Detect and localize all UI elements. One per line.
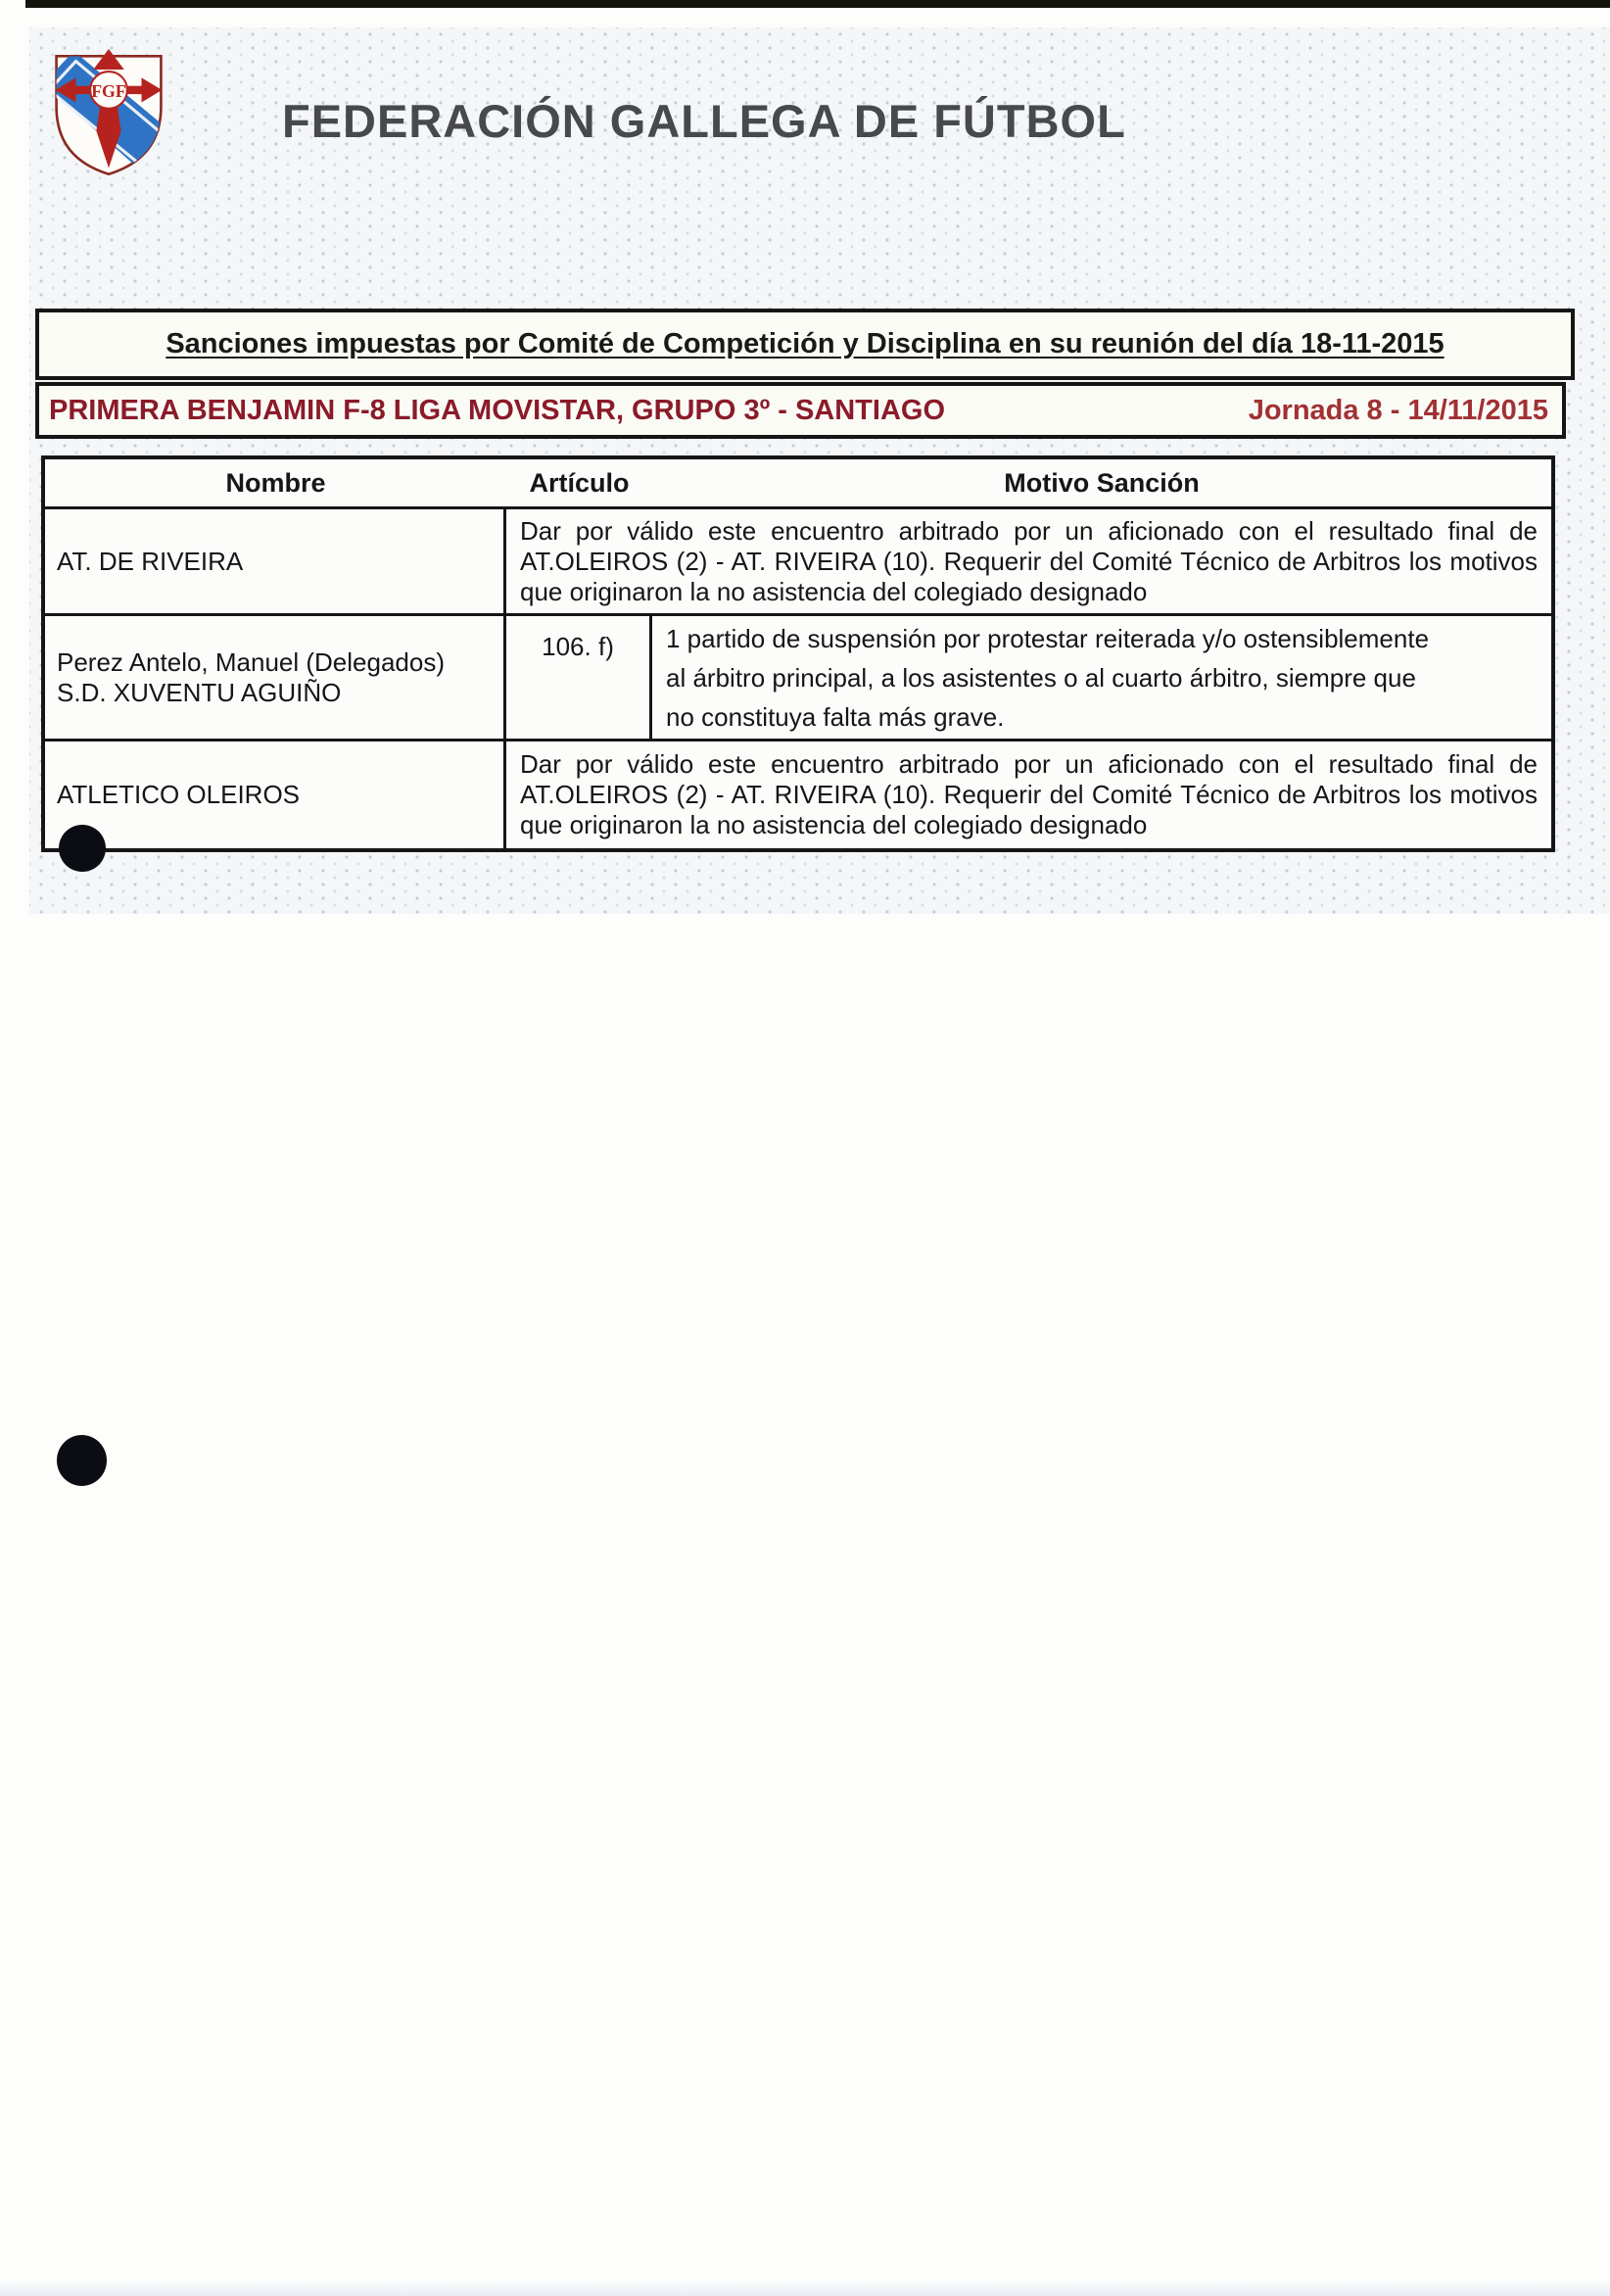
sanctions-table [41, 455, 1555, 852]
sanctioned-name-line2: S.D. XUVENTU AGUIÑO [57, 677, 342, 707]
sanctions-title-box [35, 309, 1575, 380]
table-header-row [45, 459, 1551, 506]
sanction-article-text: 106. f) [542, 632, 614, 661]
table-row [45, 506, 1551, 613]
sanction-article-cell [506, 616, 652, 739]
scan-edge-bar [25, 0, 1610, 8]
logo-initials: FGF [91, 81, 126, 102]
table-row [45, 739, 1551, 848]
sanctioned-name [45, 616, 506, 739]
sanctioned-name-line1: Perez Antelo, Manuel (Delegados) [57, 646, 446, 677]
sanctions-title-text: Sanciones impuestas por Comité de Competición y Disciplina en su reunión del día 18-11-2015 [166, 328, 1444, 359]
hole-punch-mark [59, 825, 106, 872]
table-row [45, 613, 1551, 739]
sanction-reason-cell [506, 509, 1551, 613]
federation-crest-logo [47, 49, 170, 178]
competition-header-bar [35, 382, 1566, 439]
sanction-reason-cell [652, 616, 1551, 739]
sanctioned-name [45, 509, 506, 613]
matchday-date: Jornada 8 - 14/11/2015 [1248, 394, 1548, 426]
sanctioned-name-text: AT. DE RIVEIRA [57, 546, 244, 576]
hole-punch-mark [57, 1435, 107, 1486]
sanctioned-name [45, 741, 506, 848]
header-articulo: Artículo [529, 467, 630, 498]
sanctioned-name-text: ATLETICO OLEIROS [57, 780, 301, 809]
sanction-reason-text: Dar por válido este encuentro arbitrado por un aficionado con el resultado final de AT.OLEIROS (2) - AT. RIVEIRA (10). Requerir del Comité Técnico de Arbitros los motivos que originaron la no asistencia del colegiado designado [520, 749, 1538, 839]
organization-name: FEDERACIÓN GALLEGA DE FÚTBOL [282, 95, 1126, 147]
sanction-reason-text: Dar por válido este encuentro arbitrado por un aficionado con el resultado final de AT.OLEIROS (2) - AT. RIVEIRA (10). Requerir del Comité Técnico de Arbitros los motivos que originaron la no asistencia del colegiado designado [520, 515, 1538, 606]
header-nombre: Nombre [225, 467, 326, 498]
sanction-reason-text: 1 partido de suspensión por protestar reiterada y/o ostensiblemente al árbitro principal, a los asistentes o al cuarto árbitro, siempre que no constituya falta más grave. [666, 623, 1430, 732]
competition-name: PRIMERA BENJAMIN F-8 LIGA MOVISTAR, GRUPO 3º - SANTIAGO [49, 394, 946, 426]
sanction-reason-cell [506, 741, 1551, 848]
header-motivo-sancion: Motivo Sanción [1004, 467, 1200, 498]
scan-bottom-tint [0, 2280, 1610, 2296]
